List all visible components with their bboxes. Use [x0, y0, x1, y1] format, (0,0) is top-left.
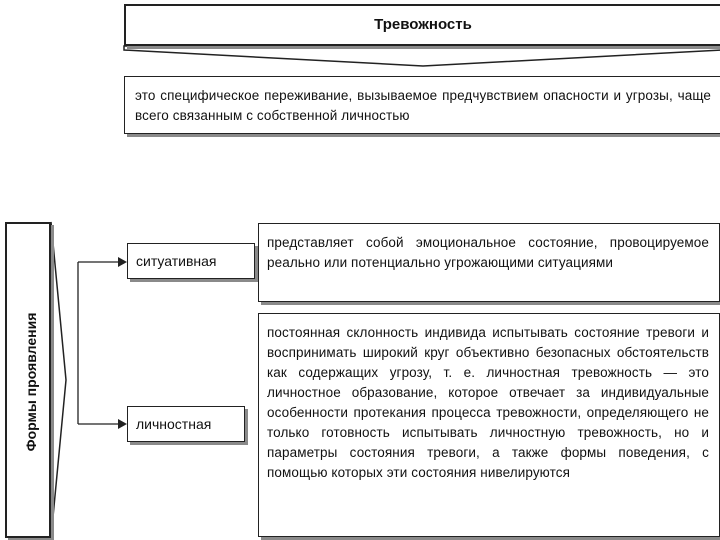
situational-description: представляет собой эмоциональное состояние, провоцируемое реально или потенциально угрожающими ситуациями: [267, 235, 709, 270]
definition-text: это специфическое переживание, вызываемое предчувствием опасности и угрозы, чаще всего связанным с собственной личностью: [135, 88, 711, 123]
title-box: [124, 4, 720, 46]
definition-box: [124, 76, 720, 134]
forms-box: [5, 222, 51, 538]
title-text: Тревожность: [374, 16, 472, 33]
type-box-personal: [127, 406, 245, 442]
type-label-situational: ситуативная: [136, 253, 217, 269]
personal-description: постоянная склонность индивида испытывать состояние тревоги и воспринимать широкий круг объективно безопасных обстоятельств как содержащих угрозу, т. е. личностная тревожность — это личностное образование, которое отвечает за индивидуальные особенности протекания процесса тревожности, определяющего не только готовность испытывать личностную тревожность, но и параметры состояния тревоги, а также формы поведения, с помощью которых эти состояния нивелируются: [267, 325, 709, 480]
arrow-sit-head: [118, 257, 127, 267]
vertical-chevron: [51, 222, 66, 538]
title-chevron: [124, 46, 720, 66]
situational-description-box: [258, 223, 720, 302]
forms-label: Формы проявления: [23, 312, 39, 452]
type-label-personal: личностная: [136, 416, 212, 432]
arrow-lich-head: [118, 419, 127, 429]
personal-description-box: [258, 313, 720, 537]
type-box-situational: [127, 243, 255, 279]
